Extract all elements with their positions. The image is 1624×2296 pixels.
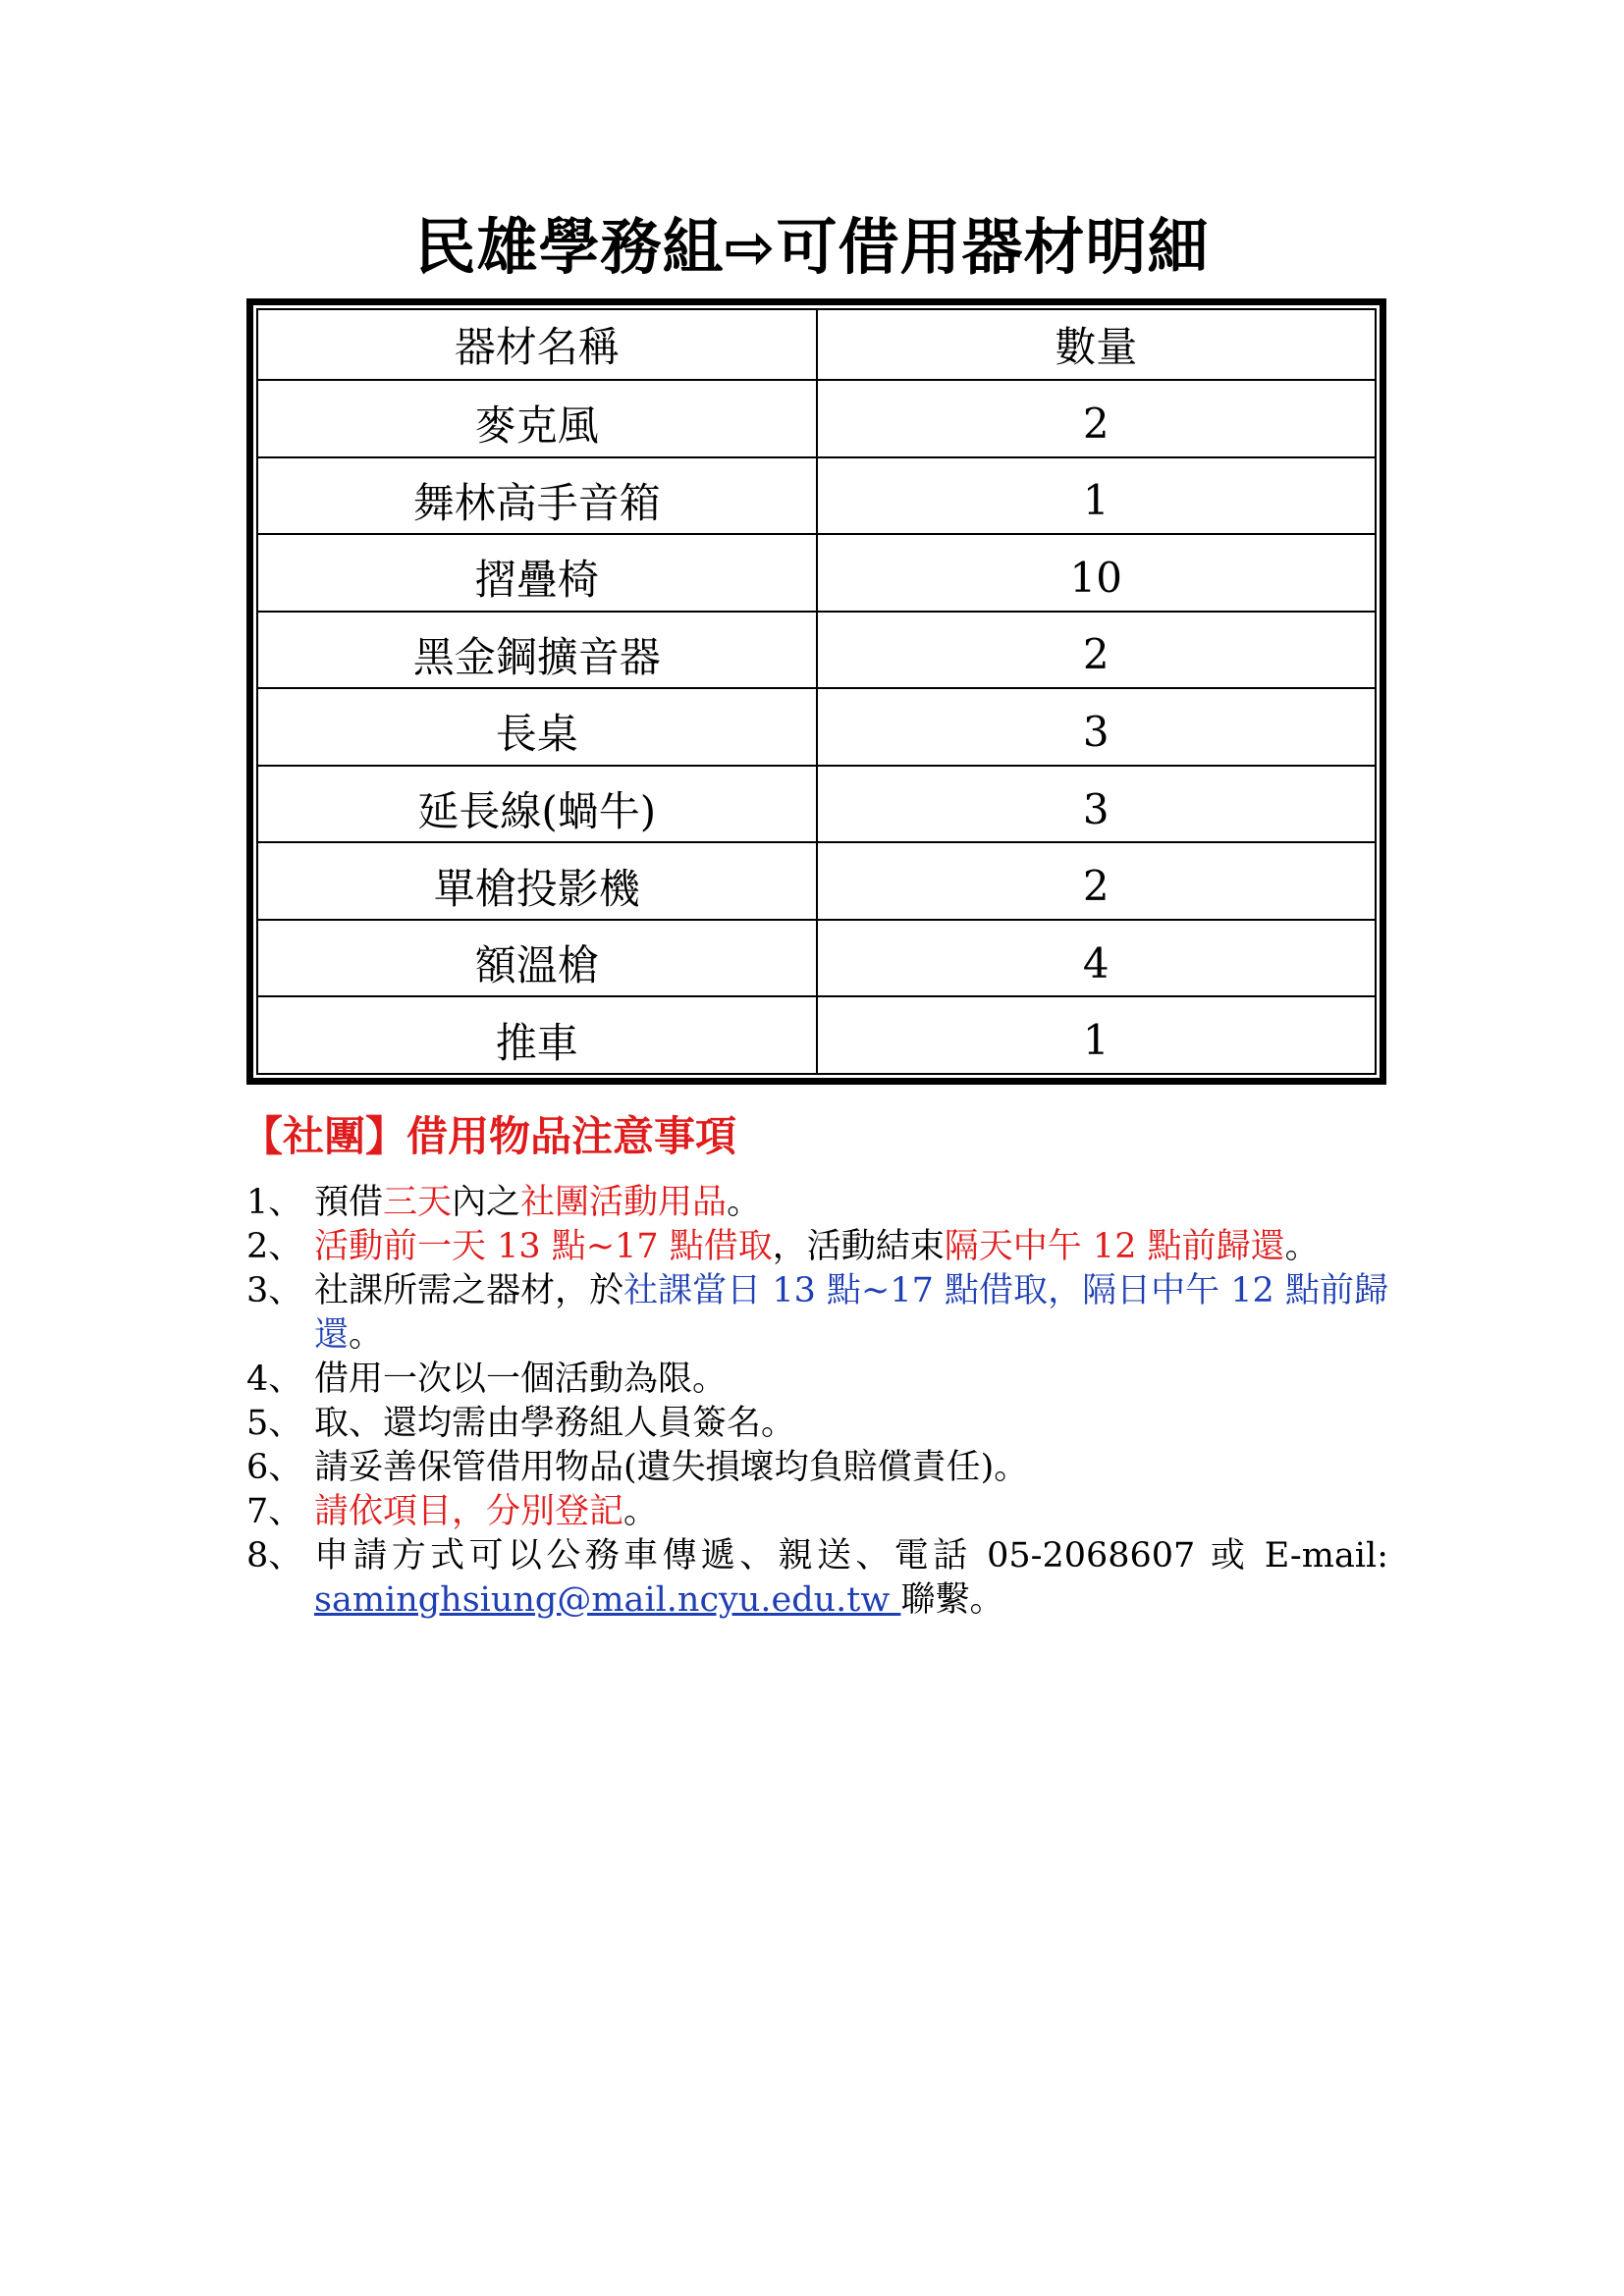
notes-list [246, 1181, 1388, 1623]
note-text-segment: 預借 [314, 1183, 384, 1222]
note-text [314, 1358, 1388, 1402]
note-text-segment: 。 [623, 1492, 659, 1531]
note-number: 7、 [246, 1492, 303, 1531]
note-item [246, 1181, 1388, 1225]
notes-heading: 【社團】借用物品注意事項 [242, 1112, 737, 1160]
table-row [257, 688, 1376, 766]
table-row [257, 920, 1376, 997]
table-row [257, 842, 1376, 920]
note-text [314, 1269, 1388, 1358]
equipment-quantity-cell: 2 [817, 380, 1377, 457]
note-highlight-red: 隔天中午 12 點前歸還 [944, 1227, 1285, 1266]
note-text [314, 1181, 1388, 1225]
note-highlight-red: 社團活動用品 [520, 1183, 728, 1222]
equipment-name-cell: 單槍投影機 [257, 842, 817, 920]
equipment-table-frame [246, 298, 1386, 1085]
page-title: 民雄學務組⇨可借用器材明細 [414, 211, 1210, 283]
table-row [257, 996, 1376, 1074]
table-row [257, 534, 1376, 612]
note-text-segment: 取、還均需由學務組人員簽名。 [314, 1404, 796, 1443]
column-header-name: 器材名稱 [257, 309, 817, 380]
equipment-name-cell: 舞林高手音箱 [257, 457, 817, 535]
equipment-name-cell: 長桌 [257, 688, 817, 766]
note-highlight-red: 活動前一天 13 點~17 點借取 [314, 1227, 773, 1266]
note-text [314, 1402, 1388, 1446]
note-text-segment: 社課所需之器材，於 [314, 1271, 624, 1310]
email-link[interactable]: saminghsiung@mail.ncyu.edu.tw [314, 1580, 901, 1620]
equipment-quantity-cell: 1 [817, 996, 1377, 1074]
note-text-segment: 借用一次以一個活動為限。 [314, 1360, 728, 1399]
table-row [257, 380, 1376, 457]
note-item [246, 1402, 1388, 1446]
note-number: 3、 [246, 1271, 303, 1310]
equipment-name-cell: 推車 [257, 996, 817, 1074]
equipment-table-body [257, 309, 1376, 1074]
note-number: 2、 [246, 1227, 303, 1266]
note-text-segment: 。 [727, 1183, 762, 1222]
table-row [257, 457, 1376, 535]
note-highlight-red: 三天 [383, 1183, 453, 1222]
equipment-quantity-cell: 4 [817, 920, 1377, 997]
note-number: 1、 [246, 1183, 303, 1222]
equipment-quantity-cell: 2 [817, 612, 1377, 689]
equipment-table [256, 308, 1377, 1075]
equipment-quantity-cell: 10 [817, 534, 1377, 612]
note-item [246, 1490, 1388, 1534]
table-header-row [257, 309, 1376, 380]
note-item [246, 1269, 1388, 1358]
equipment-name-cell: 延長線(蝸牛) [257, 766, 817, 843]
equipment-quantity-cell: 1 [817, 457, 1377, 535]
note-text [314, 1490, 1388, 1534]
equipment-quantity-cell: 3 [817, 766, 1377, 843]
note-highlight-blue: 社課當日 13 點~17 點借取，隔日中午 12 點前歸還 [314, 1271, 1388, 1355]
equipment-name-cell: 黑金鋼擴音器 [257, 612, 817, 689]
note-item [246, 1358, 1388, 1402]
note-text-segment: ，活動結束 [772, 1227, 945, 1266]
equipment-name-cell: 摺疊椅 [257, 534, 817, 612]
note-number: 4、 [246, 1360, 303, 1399]
table-row [257, 766, 1376, 843]
table-row [257, 612, 1376, 689]
note-text-segment: 。 [1284, 1227, 1320, 1266]
equipment-name-cell: 麥克風 [257, 380, 817, 457]
note-number: 8、 [246, 1536, 303, 1575]
note-item [246, 1446, 1388, 1490]
note-text-segment: 請妥善保管借用物品(遺失損壞均負賠償責任)。 [314, 1448, 1029, 1487]
note-text-segment: 聯繫。 [900, 1580, 1004, 1620]
note-number: 6、 [246, 1448, 303, 1487]
note-text [314, 1534, 1388, 1623]
note-text [314, 1446, 1388, 1490]
note-text-segment: 申請方式可以公務車傳遞、親送、電話 05-2068607 或 E-mail: [314, 1536, 1388, 1575]
note-text-segment: 內之 [452, 1183, 521, 1222]
note-text [314, 1225, 1388, 1269]
note-item [246, 1225, 1388, 1269]
note-item [246, 1534, 1388, 1623]
equipment-quantity-cell: 2 [817, 842, 1377, 920]
equipment-quantity-cell: 3 [817, 688, 1377, 766]
equipment-name-cell: 額溫槍 [257, 920, 817, 997]
note-number: 5、 [246, 1404, 303, 1443]
note-text-segment: 。 [349, 1315, 384, 1355]
note-highlight-red: 請依項目，分別登記 [314, 1492, 624, 1531]
column-header-quantity: 數量 [817, 309, 1377, 380]
